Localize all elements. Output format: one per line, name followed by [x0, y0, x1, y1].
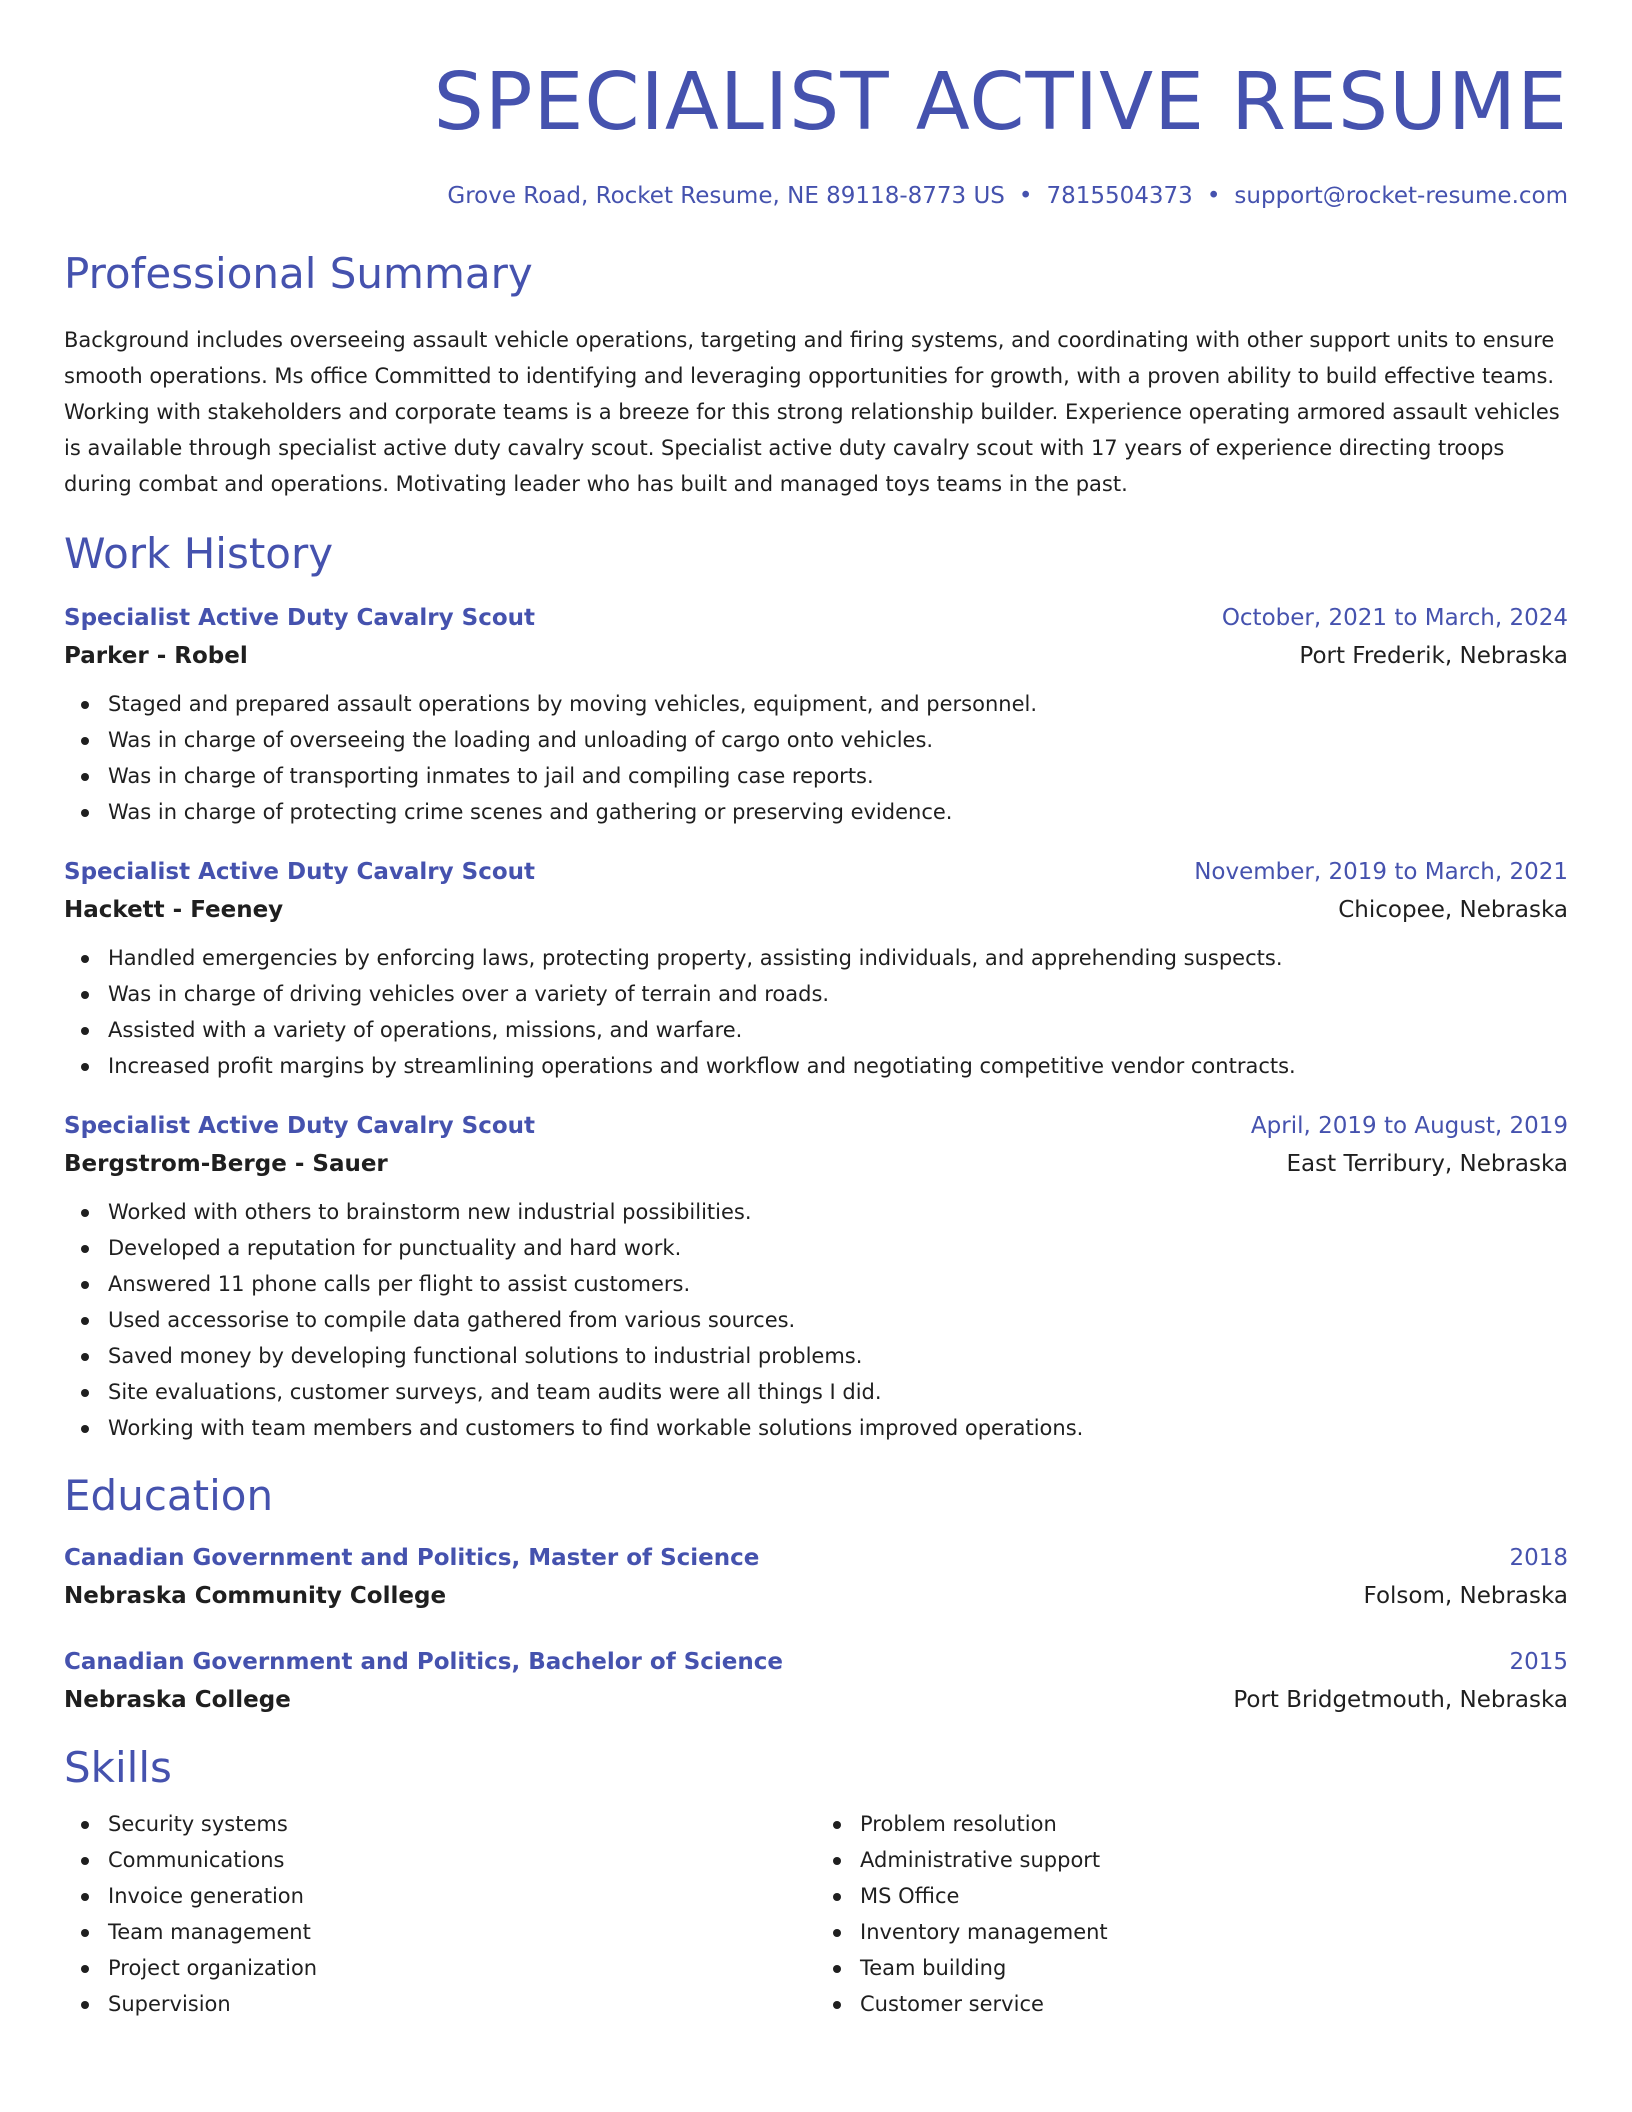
job-dates: April, 2019 to August, 2019: [1250, 1113, 1568, 1139]
job-location: Port Frederik, Nebraska: [1299, 643, 1568, 669]
skill-item: Team building: [860, 1950, 1568, 1986]
job-entry: [64, 1108, 1568, 1446]
resume-name: SPECIALIST ACTIVE RESUME: [433, 56, 1568, 148]
section-title-skills: Skills: [64, 1743, 172, 1792]
job-entry: [64, 854, 1568, 1084]
contact-address: Grove Road, Rocket Resume, NE 89118-8773 US: [447, 183, 1005, 209]
job-title: Specialist Active Duty Cavalry Scout: [64, 605, 536, 631]
job-company: Bergstrom-Berge - Sauer: [64, 1151, 388, 1177]
job-bullet: Assisted with a variety of operations, missions, and warfare.: [108, 1012, 1568, 1048]
job-bullet: Was in charge of overseeing the loading and unloading of cargo onto vehicles.: [108, 722, 1568, 758]
contact-email: support@rocket-resume.com: [1234, 183, 1568, 209]
job-bullet: Developed a reputation for punctuality and hard work.: [108, 1230, 1568, 1266]
job-bullet: Working with team members and customers to find workable solutions improved operations.: [108, 1410, 1568, 1446]
job-location: East Terribury, Nebraska: [1286, 1151, 1568, 1177]
skill-item: Problem resolution: [860, 1806, 1568, 1842]
contact-line: [64, 180, 1568, 212]
skill-item: Team management: [108, 1914, 816, 1950]
job-company: Parker - Robel: [64, 643, 248, 669]
skill-item: Administrative support: [860, 1842, 1568, 1878]
education-degree: Canadian Government and Politics, Bachelor of Science: [64, 1649, 784, 1675]
job-company: Hackett - Feeney: [64, 897, 284, 923]
education-school: Nebraska Community College: [64, 1583, 447, 1609]
job-title: Specialist Active Duty Cavalry Scout: [64, 1113, 536, 1139]
contact-separator: •: [1206, 183, 1221, 209]
job-dates: October, 2021 to March, 2024: [1221, 605, 1568, 631]
job-bullets: [64, 686, 1568, 830]
job-bullet: Was in charge of protecting crime scenes and gathering or preserving evidence.: [108, 794, 1568, 830]
job-bullet: Was in charge of transporting inmates to jail and compiling case reports.: [108, 758, 1568, 794]
job-bullet: Site evaluations, customer surveys, and team audits were all things I did.: [108, 1374, 1568, 1410]
education-degree: Canadian Government and Politics, Master of Science: [64, 1545, 760, 1571]
job-location: Chicopee, Nebraska: [1338, 897, 1568, 923]
job-dates: November, 2019 to March, 2021: [1194, 859, 1568, 885]
education-entry: [64, 1644, 1568, 1720]
skill-item: Inventory management: [860, 1914, 1568, 1950]
skill-item: Customer service: [860, 1986, 1568, 2022]
skill-item: Project organization: [108, 1950, 816, 1986]
skill-item: Invoice generation: [108, 1878, 816, 1914]
skill-item: Communications: [108, 1842, 816, 1878]
education-year: 2015: [1509, 1649, 1568, 1675]
section-title-education: Education: [64, 1471, 274, 1520]
job-entry: [64, 600, 1568, 830]
job-bullet: Worked with others to brainstorm new industrial possibilities.: [108, 1194, 1568, 1230]
job-bullet: Staged and prepared assault operations by moving vehicles, equipment, and personnel.: [108, 686, 1568, 722]
job-bullets: [64, 1194, 1568, 1446]
skills-list-right: [816, 1806, 1568, 2022]
contact-separator: •: [1018, 183, 1033, 209]
education-year: 2018: [1509, 1545, 1568, 1571]
education-school: Nebraska College: [64, 1687, 291, 1713]
job-bullet: Handled emergencies by enforcing laws, protecting property, assisting individuals, and apprehending suspects.: [108, 940, 1568, 976]
section-title-work-history: Work History: [64, 529, 334, 578]
job-bullet: Was in charge of driving vehicles over a variety of terrain and roads.: [108, 976, 1568, 1012]
skill-item: Supervision: [108, 1986, 816, 2022]
skills-columns: [64, 1802, 1568, 2022]
education-entry: [64, 1540, 1568, 1616]
summary-text: Background includes overseeing assault vehicle operations, targeting and firing systems, and coordinating with other support units to ensure smooth operations. Ms office Committed to identifying and leveraging opportunities for growth, with a proven ability to build effective teams. Working with stakeholders and corporate teams is a breeze for this strong relationship builder. Experience operating armored assault vehicles is available through specialist active duty cavalry scout. Specialist active duty cavalry scout with 17 years of experience directing troops during combat and operations. Motivating leader who has built and managed toys teams in the past.: [64, 328, 1560, 496]
skill-item: MS Office: [860, 1878, 1568, 1914]
section-title-summary: Professional Summary: [64, 249, 533, 298]
job-bullet: Saved money by developing functional solutions to industrial problems.: [108, 1338, 1568, 1374]
skills-list-left: [64, 1806, 816, 2022]
job-bullet: Increased profit margins by streamlining operations and workflow and negotiating competitive vendor contracts.: [108, 1048, 1568, 1084]
contact-phone: 7815504373: [1046, 183, 1193, 209]
job-title: Specialist Active Duty Cavalry Scout: [64, 859, 536, 885]
education-location: Folsom, Nebraska: [1363, 1583, 1568, 1609]
job-bullet: Answered 11 phone calls per flight to assist customers.: [108, 1266, 1568, 1302]
education-location: Port Bridgetmouth, Nebraska: [1233, 1687, 1568, 1713]
skill-item: Security systems: [108, 1806, 816, 1842]
job-bullet: Used accessorise to compile data gathered from various sources.: [108, 1302, 1568, 1338]
job-bullets: [64, 940, 1568, 1084]
